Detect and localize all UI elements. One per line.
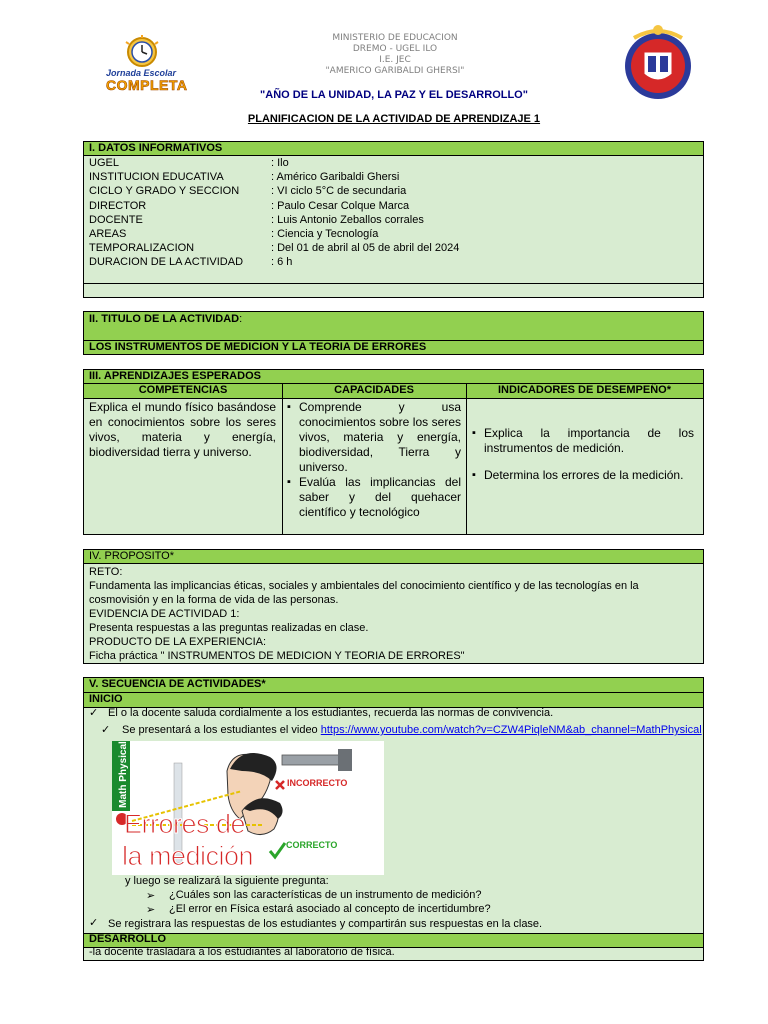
datos-label: DOCENTE (89, 213, 143, 226)
check-icon: ✓ (89, 917, 99, 929)
competencia-text: Explica el mundo físico basándose en conocimientos sobre los seres vivos, materia y energía, biodiversidad tierra y universo. (89, 400, 276, 459)
header-ministry: MINISTERIO DE EDUCACION (332, 33, 458, 43)
secuencia-title: V. SECUENCIA DE ACTIVIDADES* (89, 678, 266, 690)
arrow-icon: ➢ (146, 904, 156, 916)
producto-label: PRODUCTO DE LA EXPERIENCIA: (89, 636, 267, 648)
inicio-item-1: El o la docente saluda cordialmente a los estudiantes, recuerda las normas de convivencia. (108, 707, 554, 719)
document-title: PLANIFICACION DE LA ACTIVIDAD DE APRENDIZAJE 1 (247, 113, 541, 125)
titulo-value: LOS INSTRUMENTOS DE MEDICION Y LA TEORIA DE ERRORES (89, 341, 427, 353)
desarrollo-label: DESARROLLO (89, 933, 166, 945)
logo-line2: COMPLETA (106, 77, 188, 93)
illustration-errores: Errores de (124, 809, 246, 839)
illustration-medicion: la medición (122, 841, 254, 871)
pregunta-item: ¿Cuáles son las características de un instrumento de medición? (169, 889, 482, 901)
header-jec: I.E. JEC (379, 55, 411, 65)
datos-value: : Américo Garibaldi Ghersi (271, 171, 400, 184)
datos-value: : Del 01 de abril al 05 de abril del 2024 (271, 242, 460, 255)
capacidad-item: ▪ Comprende y usa conocimientos sobre los seres vivos, materia y energía, biodiversidad, Tierra y universo. (287, 400, 461, 475)
datos-label: INSTITUCION EDUCATIVA (89, 171, 224, 184)
indicador-item: ▪ Explica la importancia de los instrumentos de medición. (472, 426, 694, 456)
datos-label: DIRECTOR (89, 199, 147, 212)
header-capacidades: CAPACIDADES (334, 384, 414, 396)
titulo-label: II. TITULO DE LA ACTIVIDAD (89, 313, 240, 325)
check-icon: ✓ (101, 724, 111, 736)
datos-informativos-title: I. DATOS INFORMATIVOS (89, 142, 223, 154)
datos-label: CICLO Y GRADO Y SECCION (89, 185, 240, 198)
registro-text: Se registrara las respuestas de los estudiantes y compartirán sus respuestas en la clase. (108, 918, 543, 930)
pregunta-item: ¿El error en Física estará asociado al concepto de incertidumbre? (169, 903, 491, 915)
header-indicadores: INDICADORES DE DESEMPEÑO* (498, 384, 671, 396)
logo-line1: Jornada Escolar (106, 68, 177, 78)
desarrollo-item: -la docente trasladara a los estudiantes al laboratorio de física. (89, 946, 395, 958)
reto-text: Fundamenta las implicancias éticas, sociales y ambientales del conocimiento científico y de las tecnologías en la cosmovisión y en la forma de vida de las personas. (89, 580, 639, 606)
inicio-item-2: Se presentará a los estudiantes el video (122, 724, 321, 736)
datos-label: AREAS (89, 228, 127, 240)
illustration-incorrecto: INCORRECTO (287, 778, 348, 788)
aprendizajes-title: III. APRENDIZAJES ESPERADOS (89, 370, 261, 382)
datos-value: : 6 h (271, 256, 293, 269)
datos-label: UGEL (89, 157, 119, 169)
capacidad-item: ▪ Evalúa las implicancias del saber y del quehacer científico y tecnológico (287, 475, 461, 520)
errores-medicion-illustration (112, 741, 384, 875)
proposito-title: IV. PROPOSITO* (89, 550, 174, 562)
logo-jornada-escolar-completa (100, 34, 188, 96)
check-icon: ✓ (89, 707, 99, 719)
datos-empty-row (83, 283, 704, 298)
indicador-item: ▪ Determina los errores de la medición. (472, 468, 694, 483)
illustration-correcto: CORRECTO (286, 840, 338, 850)
evidencia-label: EVIDENCIA DE ACTIVIDAD 1: (89, 608, 240, 620)
header-ugel: DREMO - UGEL ILO (352, 44, 438, 54)
datos-label: TEMPORALIZACION (89, 242, 195, 255)
producto-text: Ficha práctica " INSTRUMENTOS DE MEDICION Y TEORIA DE ERRORES" (89, 650, 465, 662)
header-competencias: COMPETENCIAS (138, 384, 228, 396)
evidencia-text: Presenta respuestas a las preguntas realizadas en clase. (89, 622, 369, 634)
arrow-icon: ➢ (146, 890, 156, 902)
titulo-colon: : (239, 313, 243, 325)
datos-value: : Luis Antonio Zeballos corrales (271, 213, 424, 226)
illustration-brand: Math Physical (117, 741, 129, 808)
pregunta-intro: y luego se realizará la siguiente pregunta: (125, 875, 329, 887)
header-school: "AMERICO GARIBALDI GHERSI" (325, 66, 465, 76)
year-motto: "AÑO DE LA UNIDAD, LA PAZ Y EL DESARROLLO" (260, 89, 528, 101)
inicio-label: INICIO (89, 693, 123, 705)
datos-value: : Ilo (271, 157, 289, 169)
datos-label: DURACION DE LA ACTIVIDAD (89, 256, 244, 269)
datos-value: : Paulo Cesar Colque Marca (271, 199, 410, 212)
video-link[interactable]: https://www.youtube.com/watch?v=CZW4PiqleNM&ab_channel=MathPhysical (320, 724, 702, 736)
reto-label: RETO: (89, 566, 123, 578)
datos-value: : VI ciclo 5°C de secundaria (271, 185, 407, 198)
datos-value: : Ciencia y Tecnología (271, 228, 379, 240)
